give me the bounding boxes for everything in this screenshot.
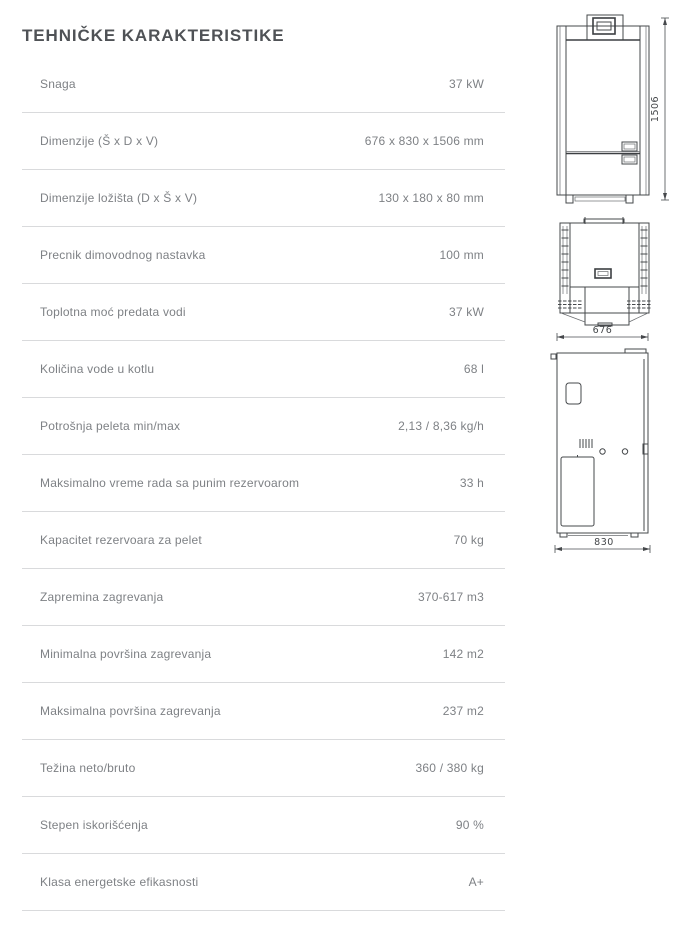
spec-table [22,56,505,911]
spec-row-dimenzije [22,113,505,170]
spec-label: Snaga [40,77,76,91]
spec-row-tezina [22,740,505,797]
spec-label: Maksimalna površina zagrevanja [40,704,221,718]
boiler-top-view-drawing [552,216,656,342]
spec-row-potrosnja [22,398,505,455]
spec-value: 68 l [463,362,484,376]
spec-row-maks-vreme [22,455,505,512]
spec-row-toplotna-moc [22,284,505,341]
spec-row-kapacitet [22,512,505,569]
page-title: TEHNIČKE KARAKTERISTIKE [22,26,285,45]
spec-value: 37 kW [448,77,484,91]
spec-row-stepen [22,797,505,854]
spec-label: Zapremina zagrevanja [40,590,164,604]
spec-row-precnik [22,227,505,284]
spec-label: Maksimalno vreme rada sa punim rezervoarom [40,476,300,490]
boiler-front-view-drawing [554,10,672,210]
spec-row-kolicina-vode [22,341,505,398]
spec-label: Težina neto/bruto [40,761,136,775]
spec-row-min-povrsina [22,626,505,683]
spec-row-klasa [22,854,505,911]
spec-row-dimenzije-lozista [22,170,505,227]
spec-label: Dimenzije ložišta (D x Š x V) [40,191,198,205]
spec-value: 100 mm [439,248,484,262]
spec-value: 37 kW [448,305,484,319]
spec-label: Minimalna površina zagrevanja [40,647,212,661]
spec-label: Precnik dimovodnog nastavka [40,248,206,262]
spec-label: Toplotna moć predata vodi [40,305,186,319]
spec-value: 237 m2 [442,704,484,718]
spec-value: 676 x 830 x 1506 mm [364,134,484,148]
spec-label: Kapacitet rezervoara za pelet [40,533,202,547]
spec-value: A+ [468,875,484,889]
spec-label: Dimenzije (Š x D x V) [40,134,159,148]
spec-label: Potrošnja peleta min/max [40,419,181,433]
front-height-dimension-label: 1506 [650,95,661,123]
spec-value: 90 % [455,818,484,832]
side-depth-dimension-label: 830 [594,537,614,548]
spec-value: 130 x 180 x 80 mm [378,191,484,205]
spec-value: 70 kg [453,533,484,547]
boiler-side-view-drawing [548,346,672,558]
spec-row-snaga [22,56,505,113]
spec-value: 33 h [459,476,484,490]
spec-label: Stepen iskorišćenja [40,818,148,832]
top-width-dimension-label: 676 [592,325,613,336]
spec-value: 142 m2 [442,647,484,661]
spec-value: 2,13 / 8,36 kg/h [398,419,484,433]
spec-value: 370-617 m3 [417,590,484,604]
technical-drawings [540,0,673,933]
spec-row-zapremina [22,569,505,626]
spec-label: Količina vode u kotlu [40,362,155,376]
spec-value: 360 / 380 kg [415,761,484,775]
spec-row-maks-povrsina [22,683,505,740]
spec-label: Klasa energetske efikasnosti [40,875,199,889]
